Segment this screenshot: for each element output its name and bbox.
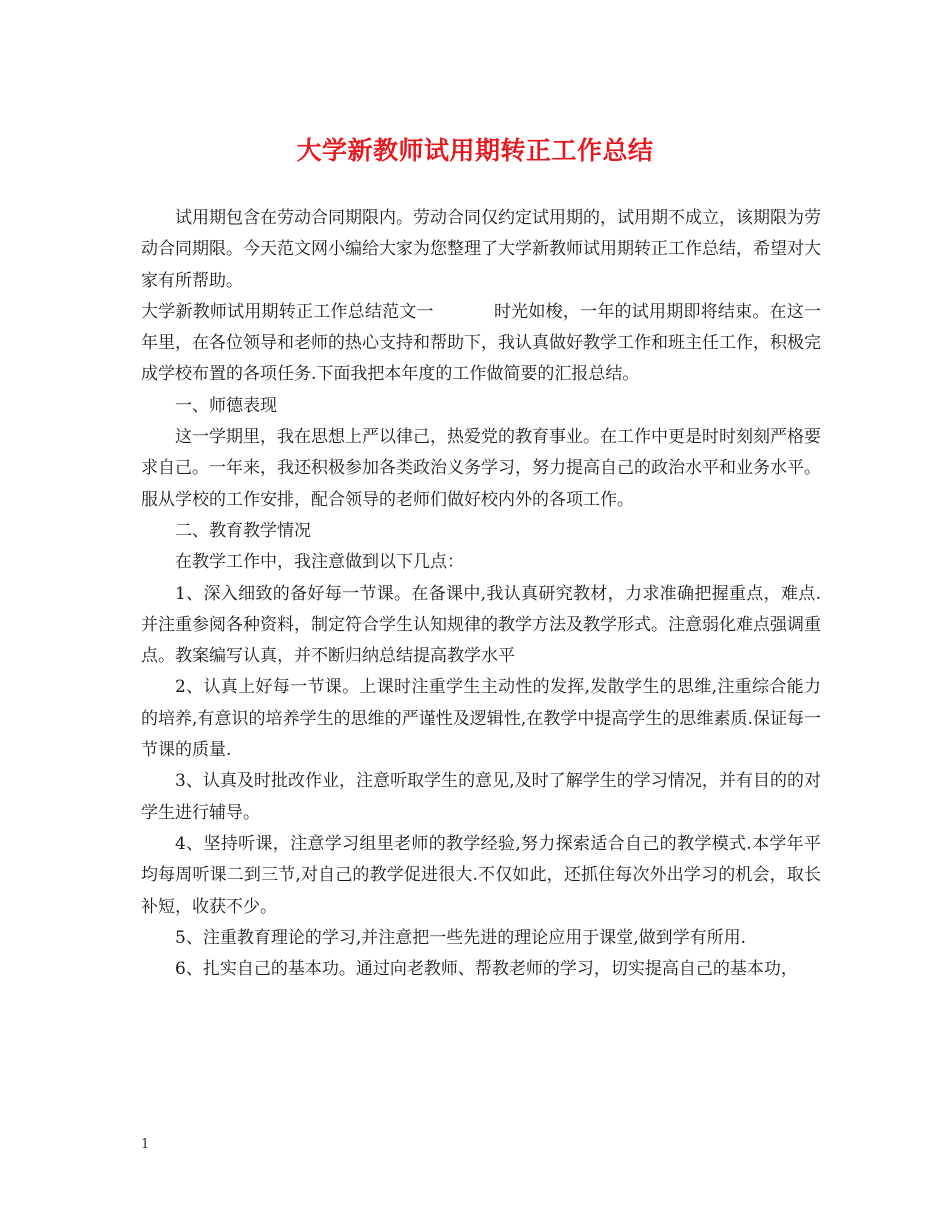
list-item-2: 2、认真上好每一节课。上课时注重学生主动性的发挥,发散学生的思维,注重综合能力的培养,有意识的培养学生的思维的严谨性及逻辑性,在教学中提高学生的思维素质.保证每一节课的质量. <box>141 677 821 761</box>
list-item-5: 5、注重教育理论的学习,并注意把一些先进的理论应用于课堂,做到学有所用. <box>175 927 747 948</box>
document-body <box>141 203 821 985</box>
page-number: 1 <box>141 1137 150 1152</box>
section1-body: 这一学期里，我在思想上严以律己，热爱党的教育事业。在工作中更是时时刻刻严格要求自己。一年来，我还积极参加各类政治义务学习，努力提高自己的政治水平和业务水平。服从学校的工作安排，配合领导的老师们做好校内外的各项工作。 <box>141 427 821 510</box>
opening-text: 时光如梭，一年的试用期即将结束。在这一年里，在各位领导和老师的热心支持和帮助下，我认真做好教学工作和班主任工作，积极完成学校布置的各项任务.下面我把本年度的工作做简要的汇报总结。 <box>141 301 822 385</box>
sample-label: 大学新教师试用期转正工作总结范文一 <box>141 301 434 322</box>
list-item-4: 4、坚持听课，注意学习组里老师的教学经验,努力探索适合自己的教学模式.本学年平均每周听课二到三节,对自己的教学促进很大.不仅如此，还抓住每次外出学习的机会，取长补短，收获不少。 <box>141 833 821 917</box>
list-item-1: 1、深入细致的备好每一节课。在备课中,我认真研究教材，力求准确把握重点，难点.并注重参阅各种资料，制定符合学生认知规律的教学方法及教学形式。注意弱化难点强调重点。教案编写认真，并不断归纳总结提高教学水平 <box>141 583 821 667</box>
sample-paragraph <box>141 297 821 391</box>
section2-intro: 在教学工作中，我注意做到以下几点： <box>175 552 464 573</box>
section1-heading: 一、师德表现 <box>175 395 277 416</box>
section2-heading: 二、教育教学情况 <box>175 520 311 541</box>
list-item-3: 3、认真及时批改作业，注意听取学生的意见,及时了解学生的学习情况，并有目的的对学生进行辅导。 <box>141 771 821 823</box>
list-item-6: 6、扎实自己的基本功。通过向老教师、帮教老师的学习，切实提高自己的基本功， <box>175 959 798 980</box>
document-title: 大学新教师试用期转正工作总结 <box>296 136 654 165</box>
intro-paragraph: 试用期包含在劳动合同期限内。劳动合同仅约定试用期的，试用期不成立，该期限为劳动合同期限。今天范文网小编给大家为您整理了大学新教师试用期转正工作总结，希望对大家有所帮助。 <box>141 208 821 291</box>
